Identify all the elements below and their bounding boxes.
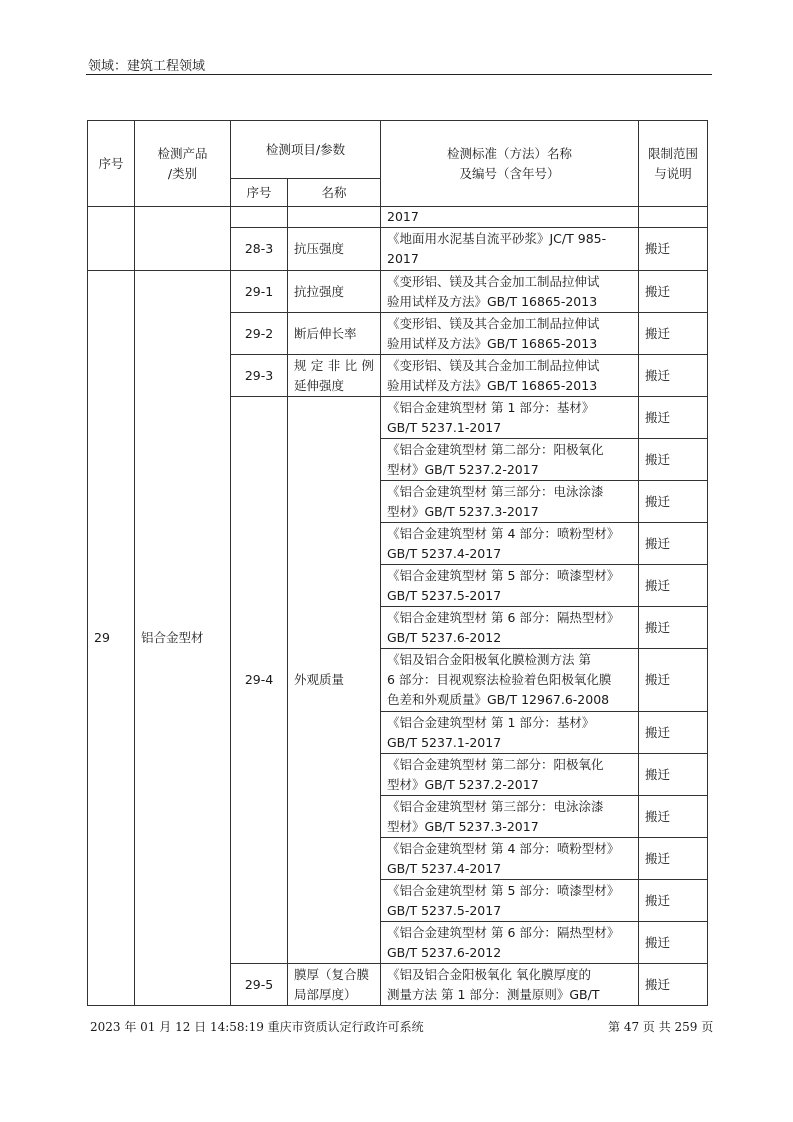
- footer-page-number: 第 47 页 共 259 页: [608, 1020, 714, 1034]
- header-category-line2: /类别: [167, 165, 198, 181]
- domain-header: 领域：建筑工程领域: [88, 59, 206, 74]
- standard-line: GB/T 5237.4-2017: [387, 860, 502, 876]
- cell-standard: [381, 313, 639, 355]
- header-standard-line1: 检测标准（方法）名称: [446, 145, 572, 161]
- item-name-line: 膜厚（复合膜: [294, 966, 370, 982]
- cell-limit: 搬迁: [639, 439, 708, 481]
- standard-line: 《铝合金建筑型材 第 1 部分：基材》: [387, 399, 595, 415]
- cell-item-seq: 29-3: [231, 355, 288, 397]
- cell-item-seq: 29-4: [231, 397, 288, 964]
- cell-limit: 搬迁: [639, 712, 708, 754]
- header-category: [135, 121, 231, 207]
- cell-limit: 搬迁: [639, 796, 708, 838]
- header-rule: [86, 74, 712, 75]
- standard-line: 《铝合金建筑型材 第二部分：阳极氧化: [387, 756, 604, 772]
- standard-line: 《地面用水泥基自流平砂浆》JC/T 985-: [387, 231, 607, 246]
- cell-standard-cont: 2017: [381, 207, 639, 228]
- cell-limit: 搬迁: [639, 838, 708, 880]
- cell-standard: [381, 607, 639, 649]
- standard-line: 型材》GB/T 5237.2-2017: [387, 461, 539, 477]
- cell-item-name: 断后伸长率: [288, 313, 381, 355]
- cell-standard: [381, 523, 639, 565]
- standard-line: 《铝合金建筑型材 第 4 部分：喷粉型材》: [387, 840, 620, 856]
- cell-standard: [381, 712, 639, 754]
- cell-category-28: [135, 207, 231, 271]
- cell-limit-cont: [639, 207, 708, 228]
- cell-seq-29: 29: [88, 271, 135, 1006]
- cell-standard: [381, 649, 639, 712]
- cell-standard: [381, 880, 639, 922]
- header-standard: [381, 121, 639, 207]
- cell-limit: 搬迁: [639, 228, 708, 271]
- footer-timestamp: 2023 年 01 月 12 日 14:58:19 重庆市资质认定行政许可系统: [90, 1020, 424, 1034]
- standard-line: GB/T 5237.6-2012: [387, 944, 502, 960]
- cell-standard: [381, 355, 639, 397]
- header-category-line1: 检测产品: [157, 145, 208, 161]
- standard-line: 2017: [387, 251, 419, 266]
- standard-line: 《铝合金建筑型材 第三部分：电泳涂漆: [387, 798, 604, 814]
- cell-seq-28: [88, 207, 135, 271]
- standard-line: 验用试样及方法》GB/T 16865-2013: [387, 335, 598, 351]
- cell-standard: [381, 228, 639, 271]
- cell-item-seq: 29-5: [231, 964, 288, 1006]
- header-item-group: 检测项目/参数: [231, 121, 381, 179]
- item-name-line: 局部厚度）: [294, 986, 357, 1002]
- cell-limit: 搬迁: [639, 922, 708, 964]
- standard-line: 《铝合金建筑型材 第 4 部分：喷粉型材》: [387, 525, 620, 541]
- cell-limit: 搬迁: [639, 880, 708, 922]
- header-seq: 序号: [88, 121, 135, 207]
- cell-standard: [381, 964, 639, 1006]
- standard-line: 《变形铝、镁及其合金加工制品拉伸试: [387, 315, 600, 331]
- header-limit-line2: 与说明: [654, 165, 692, 181]
- header-item-seq: 序号: [231, 179, 288, 207]
- standard-line: 验用试样及方法》GB/T 16865-2013: [387, 293, 598, 309]
- standard-line: GB/T 5237.5-2017: [387, 902, 502, 918]
- cell-standard: [381, 922, 639, 964]
- standard-line: GB/T 5237.1-2017: [387, 419, 502, 435]
- cell-item-name: 外观质量: [288, 397, 381, 964]
- cell-standard: [381, 271, 639, 313]
- cell-limit: 搬迁: [639, 523, 708, 565]
- cell-item-name: [288, 964, 381, 1006]
- standard-line: 《铝及铝合金阳极氧化膜检测方法 第: [387, 652, 591, 667]
- standard-line: 《变形铝、镁及其合金加工制品拉伸试: [387, 357, 600, 373]
- cell-standard: [381, 397, 639, 439]
- cell-item-seq: 29-1: [231, 271, 288, 313]
- standard-line: 《铝合金建筑型材 第 5 部分：喷漆型材》: [387, 882, 620, 898]
- header-standard-line2: 及编号（含年号）: [459, 165, 560, 181]
- cell-limit: 搬迁: [639, 607, 708, 649]
- header-limit-line1: 限制范围: [647, 145, 698, 161]
- standard-line: 色差和外观质量》GB/T 12967.6-2008: [387, 692, 610, 707]
- standard-line: GB/T 5237.4-2017: [387, 545, 502, 561]
- cell-standard: [381, 796, 639, 838]
- standard-line: 《铝合金建筑型材 第二部分：阳极氧化: [387, 441, 604, 457]
- cell-limit: 搬迁: [639, 649, 708, 712]
- standard-line: GB/T 5237.5-2017: [387, 587, 502, 603]
- cell-item-name: 抗压强度: [288, 228, 381, 271]
- cell-limit: 搬迁: [639, 397, 708, 439]
- cell-limit: 搬迁: [639, 313, 708, 355]
- standard-line: 验用试样及方法》GB/T 16865-2013: [387, 377, 598, 393]
- cell-item-name-cont: [288, 207, 381, 228]
- item-name-line: 延伸强度: [294, 377, 345, 393]
- cell-item-seq-cont: [231, 207, 288, 228]
- item-name-line: 规定非比例: [294, 357, 374, 373]
- cell-item-name: 抗拉强度: [288, 271, 381, 313]
- standard-line: GB/T 5237.6-2012: [387, 629, 502, 645]
- cell-item-seq: 28-3: [231, 228, 288, 271]
- standard-line: 测量方法 第 1 部分：测量原则》GB/T: [387, 986, 600, 1002]
- cell-limit: 搬迁: [639, 565, 708, 607]
- standard-line: 6 部分：目视观察法检验着色阳极氧化膜: [387, 672, 612, 687]
- cell-standard: [381, 754, 639, 796]
- cell-limit: 搬迁: [639, 271, 708, 313]
- cell-category-29: 铝合金型材: [135, 271, 231, 1006]
- header-item-name: 名称: [288, 179, 381, 207]
- standard-line: 型材》GB/T 5237.2-2017: [387, 776, 539, 792]
- standard-line: 型材》GB/T 5237.3-2017: [387, 818, 539, 834]
- cell-limit: 搬迁: [639, 355, 708, 397]
- cell-standard: [381, 565, 639, 607]
- standard-line: GB/T 5237.1-2017: [387, 734, 502, 750]
- standard-line: 《铝合金建筑型材 第三部分：电泳涂漆: [387, 483, 604, 499]
- certification-table: [87, 120, 708, 1006]
- standard-line: 《铝合金建筑型材 第 6 部分：隔热型材》: [387, 924, 620, 940]
- table-row: [88, 207, 708, 228]
- standard-line: 《铝及铝合金阳极氧化 氧化膜厚度的: [387, 966, 591, 982]
- standard-line: 《变形铝、镁及其合金加工制品拉伸试: [387, 273, 600, 289]
- cell-limit: 搬迁: [639, 754, 708, 796]
- standard-line: 《铝合金建筑型材 第 1 部分：基材》: [387, 714, 595, 730]
- table-row: [88, 271, 708, 313]
- cell-limit: 搬迁: [639, 481, 708, 523]
- cell-limit: 搬迁: [639, 964, 708, 1006]
- standard-line: 型材》GB/T 5237.3-2017: [387, 503, 539, 519]
- header-limit: [639, 121, 708, 207]
- cell-item-seq: 29-2: [231, 313, 288, 355]
- cell-standard: [381, 439, 639, 481]
- cell-standard: [381, 481, 639, 523]
- standard-line: 《铝合金建筑型材 第 5 部分：喷漆型材》: [387, 567, 620, 583]
- cell-standard: [381, 838, 639, 880]
- standard-line: 《铝合金建筑型材 第 6 部分：隔热型材》: [387, 609, 620, 625]
- cell-item-name: [288, 355, 381, 397]
